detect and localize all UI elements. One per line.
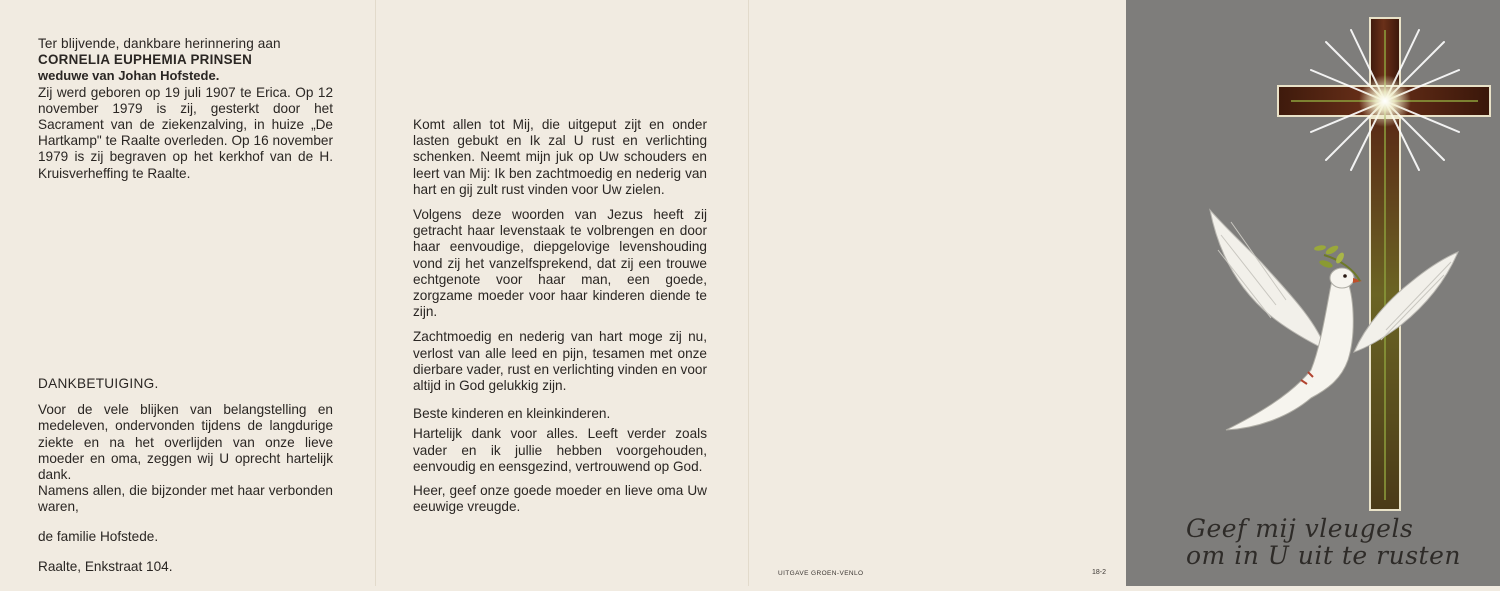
thanks-heading: DANKBETUIGING. xyxy=(38,376,159,391)
thanks-text: Voor de vele blijken van belangstelling en medeleven, ondervonden tijdens de langdurige ziekte en na het overlijden van onze lieve moeder en oma, zeggen wij U oprecht hartelijk dank. xyxy=(38,402,333,483)
motto-line-1: Geef mij vleugels xyxy=(1186,514,1414,543)
fold-line xyxy=(375,0,376,586)
biography-column xyxy=(38,36,333,182)
dove-icon xyxy=(1210,210,1458,430)
rest-paragraph: Zachtmoedig en nederig van hart moge zij nu, verlost van alle leed en pijn, tesamen met onze dierbare vader, rust en verlichting vinden en voor altijd in God gelukkig zijn. xyxy=(413,329,707,394)
cross-and-dove-illustration xyxy=(1126,0,1500,586)
family-address: Raalte, Enkstraat 104. xyxy=(38,558,173,574)
widow-of: weduwe van Johan Hofstede. xyxy=(38,68,220,84)
illustration-artwork xyxy=(1126,0,1500,586)
life-paragraph: Volgens deze woorden van Jezus heeft zij getracht haar levenstaak te volbrengen en door haar eenvoudige, diepgelovige levenshouding vond zij het vanzelfsprekend, dat zij een trouwe echtgenote voor haar man, een goede, zorgzame moeder voor haar kinderen diende te zijn. xyxy=(413,207,707,320)
scripture-paragraph: Komt allen tot Mij, die uitgeput zijt en onder lasten gebukt en Ik zal U rust en verlichting schenken. Neemt mijn juk op Uw schouders en leert van Mij: Ik ben zachtmoedig en nederig van hart en gij zult rust vinden voor Uw zielen. xyxy=(413,117,707,197)
intro-line: Ter blijvende, dankbare herinnering aan xyxy=(38,36,281,51)
children-greeting: Beste kinderen en kleinkinderen. xyxy=(413,406,611,422)
meditation-column xyxy=(413,117,707,515)
farewell-paragraph: Hartelijk dank voor alles. Leeft verder zoals vader en ik jullie hebben voorgehouden, eenvoudig en eensgezind, vertrouwend op God. xyxy=(413,426,707,474)
family-signature: de familie Hofstede. xyxy=(38,528,159,544)
motto-text xyxy=(1186,515,1486,569)
card-code: 18-2 xyxy=(1092,569,1107,576)
motto-line-2: om in U uit te rusten xyxy=(1186,541,1461,570)
thanks-section xyxy=(38,376,333,575)
prayer-paragraph: Heer, geef onze goede moeder en lieve oma Uw eeuwige vreugde. xyxy=(413,483,707,515)
thanks-text-2: Namens allen, die bijzonder met haar verbonden waren, xyxy=(38,483,333,515)
radiance-icon xyxy=(1359,75,1411,127)
deceased-name: CORNELIA EUPHEMIA PRINSEN xyxy=(38,52,253,68)
fold-line xyxy=(748,0,749,586)
publisher-imprint: UITGAVE GROEN-VENLO xyxy=(778,570,864,577)
biography-text: Zij werd geboren op 19 juli 1907 te Erica. Op 12 november 1979 is zij, gesterkt door het Sacrament van de ziekenzalving, in huize „De Hartkamp" te Raalte overleden. Op 16 november 1979 is zij begraven op het kerkhof van de H. Kruisverheffing te Raalte. xyxy=(38,84,333,181)
